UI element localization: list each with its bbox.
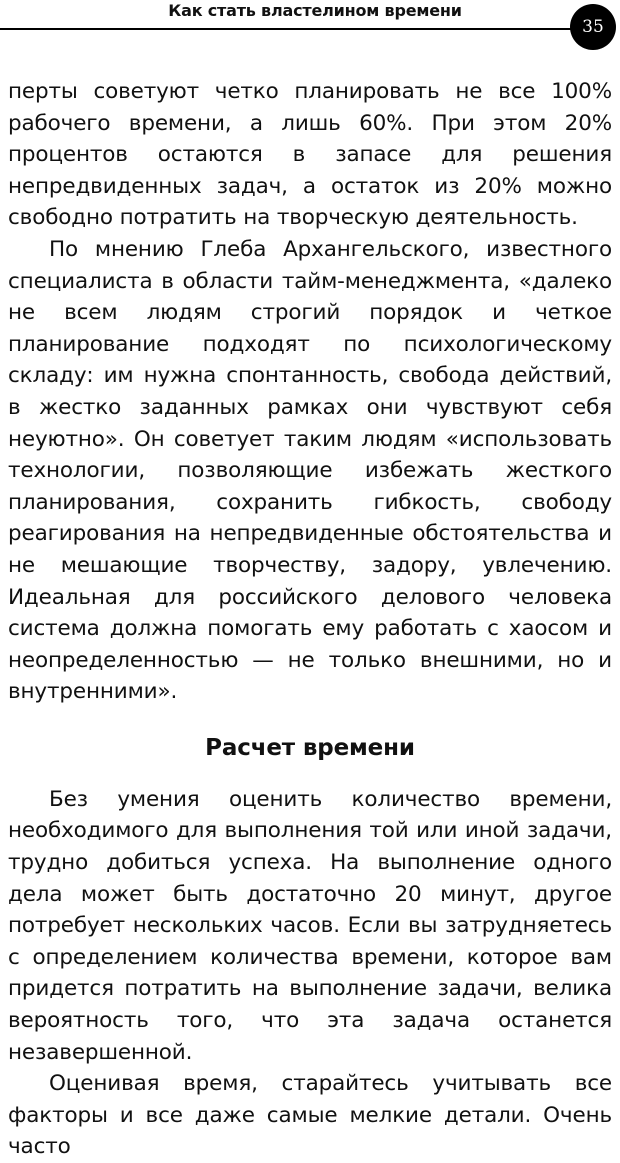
page-header: [0, 0, 620, 40]
page-number-badge: 35: [570, 4, 616, 50]
paragraph: Без умения оценить количество времени, необходимого для выполнения той или иной задачи, трудно добиться успеха. На выполнение одного дела может быть достаточно 20 минут, другое потребует нескольких часов. Если вы затрудняетесь с определением количества времени, которое вам придется потратить на выполнение задачи, велика вероятность того, что эта задача останется незавершенной.: [8, 786, 612, 1065]
running-title: Как стать властелином времени: [168, 1, 462, 20]
header-rule: [0, 28, 580, 30]
paragraph: перты советуют четко планировать не все 100% рабочего времени, а лишь 60%. При этом 20% процентов остаются в запасе для решения непредвиденных задач, а остаток из 20% можно свободно потратить на творческую деятельность.: [8, 79, 612, 231]
body-text: [8, 76, 612, 1163]
paragraph: По мнению Глеба Архангельского, известного специалиста в области тайм-менеджмента, «далеко не всем людям строгий порядок и четкое планирование подходят по психологическому складу: им нужна спонтанность, свобода действий, в жестко заданных рамках они чувствуют себя неуютно». Он советует таким людям «использовать технологии, позволяющие избежать жесткого планирования, сохранить гибкость, свободу реагирования на непредвиденные обстоятельства и не мешающие творчеству, задору, увлечению. Идеальная для российского делового человека система должна помогать ему работать с хаосом и неопределенностью — не только внешними, но и внутренними».: [8, 236, 612, 705]
section-heading: Расчет времени: [205, 734, 415, 761]
paragraph: Оценивая время, старайтесь учитывать все факторы и все даже самые мелкие детали. Очень часто: [8, 1071, 612, 1160]
